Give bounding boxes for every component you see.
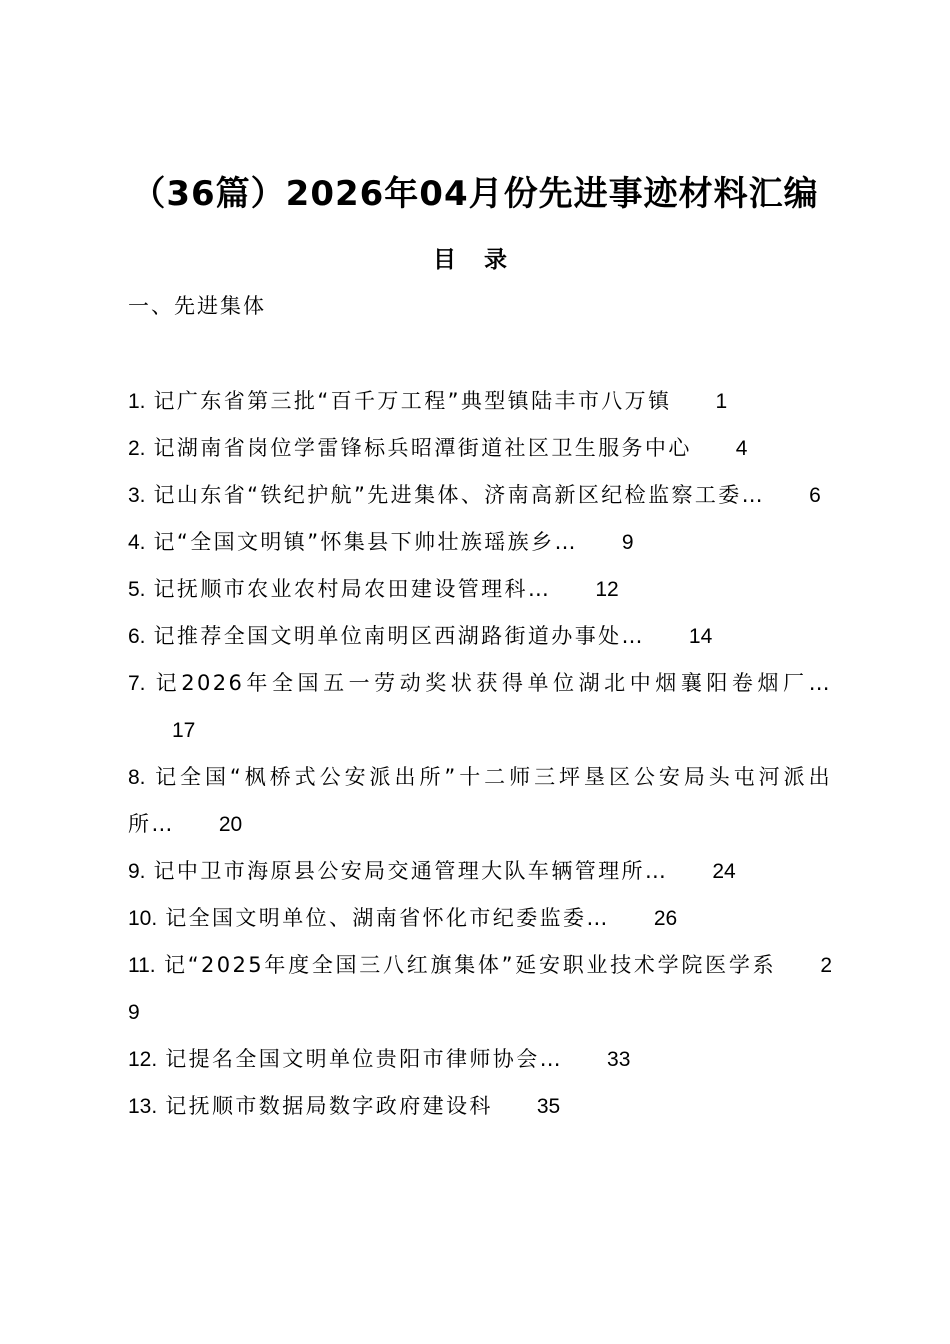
toc-entry-text: 记推荐全国文明单位南明区西湖路街道办事处…: [153, 624, 645, 648]
toc-entry-page: 35: [536, 1095, 561, 1118]
toc-entry-text: 记广东省第三批“百千万工程”典型镇陆丰市八万镇: [153, 389, 672, 413]
toc-entry[interactable]: [128, 613, 832, 660]
toc-entry-page: 33: [607, 1048, 631, 1071]
toc-entry-number: 1.: [128, 390, 146, 413]
toc-entry-page: 4: [735, 437, 748, 460]
toc-entry-number: 11.: [128, 954, 156, 977]
toc-entry-page: 6: [809, 484, 821, 507]
toc-entry-number: 7.: [128, 672, 146, 695]
toc-entry[interactable]: [128, 566, 832, 613]
toc-entry[interactable]: [128, 378, 832, 425]
toc-entry-page: 12: [595, 578, 619, 601]
toc-entry-page: 9: [621, 531, 634, 554]
toc-entry-number: 10.: [128, 907, 158, 930]
toc-heading: 目 录: [432, 247, 517, 273]
toc-entry-number: 3.: [128, 484, 146, 507]
toc-entry-number: 2.: [128, 437, 146, 460]
toc-entry-text: 记全国“枫桥式公安派出所”十二师三坪垦区公安局头屯河派出所…: [128, 765, 832, 836]
toc-entry[interactable]: [128, 848, 832, 895]
toc-entry-text: 记2026年全国五一劳动奖状获得单位湖北中烟襄阳卷烟厂…: [153, 671, 832, 695]
toc-entry-text: 记抚顺市数据局数字政府建设科: [165, 1094, 493, 1118]
toc-entry-text: 记山东省“铁纪护航”先进集体、济南高新区纪检监察工委…: [153, 483, 766, 507]
toc-entry[interactable]: [128, 472, 832, 519]
toc-entry-page: 24: [712, 860, 736, 883]
toc-entry-number: 13.: [128, 1095, 158, 1118]
toc-entry-number: 12.: [128, 1048, 158, 1071]
toc-entry-page: 17: [172, 719, 196, 742]
toc-entry[interactable]: [128, 942, 832, 1036]
section-label: 一、先进集体: [128, 294, 266, 318]
document-title: （36篇）2026年04月份先进事迹材料汇编: [131, 174, 819, 214]
toc-entry-text: 记“全国文明镇”怀集县下帅壮族瑶族乡…: [153, 530, 578, 554]
toc-entry[interactable]: [128, 754, 832, 848]
toc-entry-number: 4.: [128, 531, 146, 554]
toc-list: [128, 378, 832, 1130]
toc-entry[interactable]: [128, 519, 832, 566]
toc-entry-page: 1: [715, 390, 728, 413]
toc-entry[interactable]: [128, 1036, 832, 1083]
toc-entry-text: 记中卫市海原县公安局交通管理大队车辆管理所…: [153, 859, 669, 883]
toc-entry-number: 6.: [128, 625, 146, 648]
toc-entry-page: 20: [218, 813, 243, 836]
toc-entry[interactable]: [128, 425, 832, 472]
toc-entry-text: 记抚顺市农业农村局农田建设管理科…: [153, 577, 552, 601]
toc-entry-number: 8.: [128, 766, 146, 789]
toc-entry-page: 26: [653, 907, 678, 930]
toc-entry-number: 9.: [128, 860, 146, 883]
toc-entry-text: 记湖南省岗位学雷锋标兵昭潭街道社区卫生服务中心: [153, 436, 692, 460]
toc-entry-text: 记全国文明单位、湖南省怀化市纪委监委…: [165, 906, 610, 930]
toc-entry-page: 29: [128, 954, 832, 1024]
toc-entry[interactable]: [128, 660, 832, 754]
toc-entry-text: 记“2025年度全国三八红旗集体”延安职业技术学院医学系: [163, 953, 777, 977]
toc-entry[interactable]: [128, 1083, 832, 1130]
toc-entry-page: 14: [688, 625, 713, 648]
toc-entry-text: 记提名全国文明单位贵阳市律师协会…: [165, 1047, 564, 1071]
toc-entry[interactable]: [128, 895, 832, 942]
toc-entry-number: 5.: [128, 578, 146, 601]
